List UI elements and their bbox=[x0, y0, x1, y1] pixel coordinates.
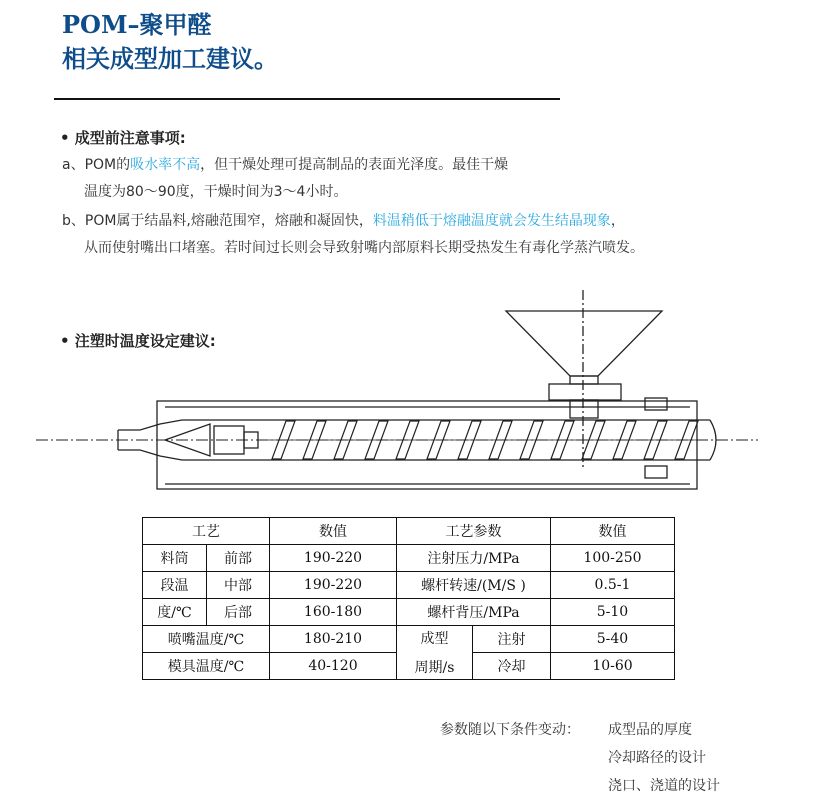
item-a-line-2: 温度为80～90度，干燥时间为3～4小时。 bbox=[84, 184, 348, 200]
title-line-2: 相关成型加工建议。 bbox=[62, 44, 278, 73]
cell-value: 180-210 bbox=[270, 626, 397, 653]
clamp-bottom bbox=[645, 466, 667, 478]
footnote-item: 浇口、浇道的设计 bbox=[608, 778, 720, 794]
cell-phase: 注射 bbox=[473, 626, 551, 653]
feed-throat-top bbox=[549, 384, 621, 400]
cell-zone: 后部 bbox=[207, 599, 270, 626]
footnote-lead: 参数随以下条件变动： bbox=[440, 722, 580, 738]
cell-label: 料筒 bbox=[143, 545, 207, 572]
header-parameter: 工艺参数 bbox=[397, 518, 551, 545]
header-value-2: 数值 bbox=[551, 518, 675, 545]
item-a-line-1: a、POM的吸水率不高，但干燥处理可提高制品的表面光泽度。最佳干燥 bbox=[62, 157, 509, 173]
clamp-top bbox=[645, 398, 667, 410]
cell-value: 190-220 bbox=[270, 572, 397, 599]
table-header-row bbox=[143, 518, 675, 545]
cell-label: 度/℃ bbox=[143, 599, 207, 626]
cell-zone: 中部 bbox=[207, 572, 270, 599]
cell-label: 段温 bbox=[143, 572, 207, 599]
footnote-item: 成型品的厚度 bbox=[608, 722, 692, 738]
table-row bbox=[143, 599, 675, 626]
barrel-outer bbox=[157, 401, 697, 489]
cell-param: 注射压力/MPa bbox=[397, 545, 551, 572]
item-b-highlight: 料温稍低于熔融温度就会发生结晶现象 bbox=[372, 213, 611, 229]
hopper bbox=[506, 311, 662, 376]
cell-phase: 冷却 bbox=[473, 653, 551, 680]
item-a-highlight: 吸水率不高 bbox=[130, 157, 201, 173]
cell-param: 螺杆背压/MPa bbox=[397, 599, 551, 626]
header-value: 数值 bbox=[270, 518, 397, 545]
table-row bbox=[143, 626, 675, 653]
title-line-1: POM–聚甲醛 bbox=[62, 10, 212, 39]
footnote-item: 冷却路径的设计 bbox=[608, 750, 706, 766]
cell-param-value: 10-60 bbox=[551, 653, 675, 680]
process-parameter-table bbox=[142, 517, 675, 680]
item-b-line-2: 从而使射嘴出口堵塞。若时间过长则会导致射嘴内部原料长期受热发生有毒化学蒸汽喷发。 bbox=[84, 240, 644, 256]
cell-value: 160-180 bbox=[270, 599, 397, 626]
cycle-label-bottom: 周期/s bbox=[414, 660, 455, 676]
cell-cycle-label bbox=[397, 626, 473, 680]
cell-value: 190-220 bbox=[270, 545, 397, 572]
cycle-label-top: 成型 bbox=[420, 631, 449, 647]
cell-label: 喷嘴温度/℃ bbox=[143, 626, 270, 653]
cell-param-value: 5-10 bbox=[551, 599, 675, 626]
cell-zone: 前部 bbox=[207, 545, 270, 572]
section-heading-temperature: • 注塑时温度设定建议: bbox=[60, 332, 216, 350]
cell-param-value: 100-250 bbox=[551, 545, 675, 572]
header-process: 工艺 bbox=[143, 518, 270, 545]
cell-param: 螺杆转速/(M/S ) bbox=[397, 572, 551, 599]
item-b-line-1: b、POM属于结晶料,熔融范围窄，熔融和凝固快，料温稍低于熔融温度就会发生结晶现象， bbox=[62, 213, 625, 229]
table-row bbox=[143, 545, 675, 572]
feed-port bbox=[570, 400, 598, 418]
cell-param-value: 0.5-1 bbox=[551, 572, 675, 599]
hopper-neck bbox=[570, 376, 598, 384]
section-heading-pre-molding: • 成型前注意事项: bbox=[60, 129, 186, 147]
cell-value: 40-120 bbox=[270, 653, 397, 680]
table-row bbox=[143, 572, 675, 599]
cell-label: 模具温度/℃ bbox=[143, 653, 270, 680]
cell-param-value: 5-40 bbox=[551, 626, 675, 653]
